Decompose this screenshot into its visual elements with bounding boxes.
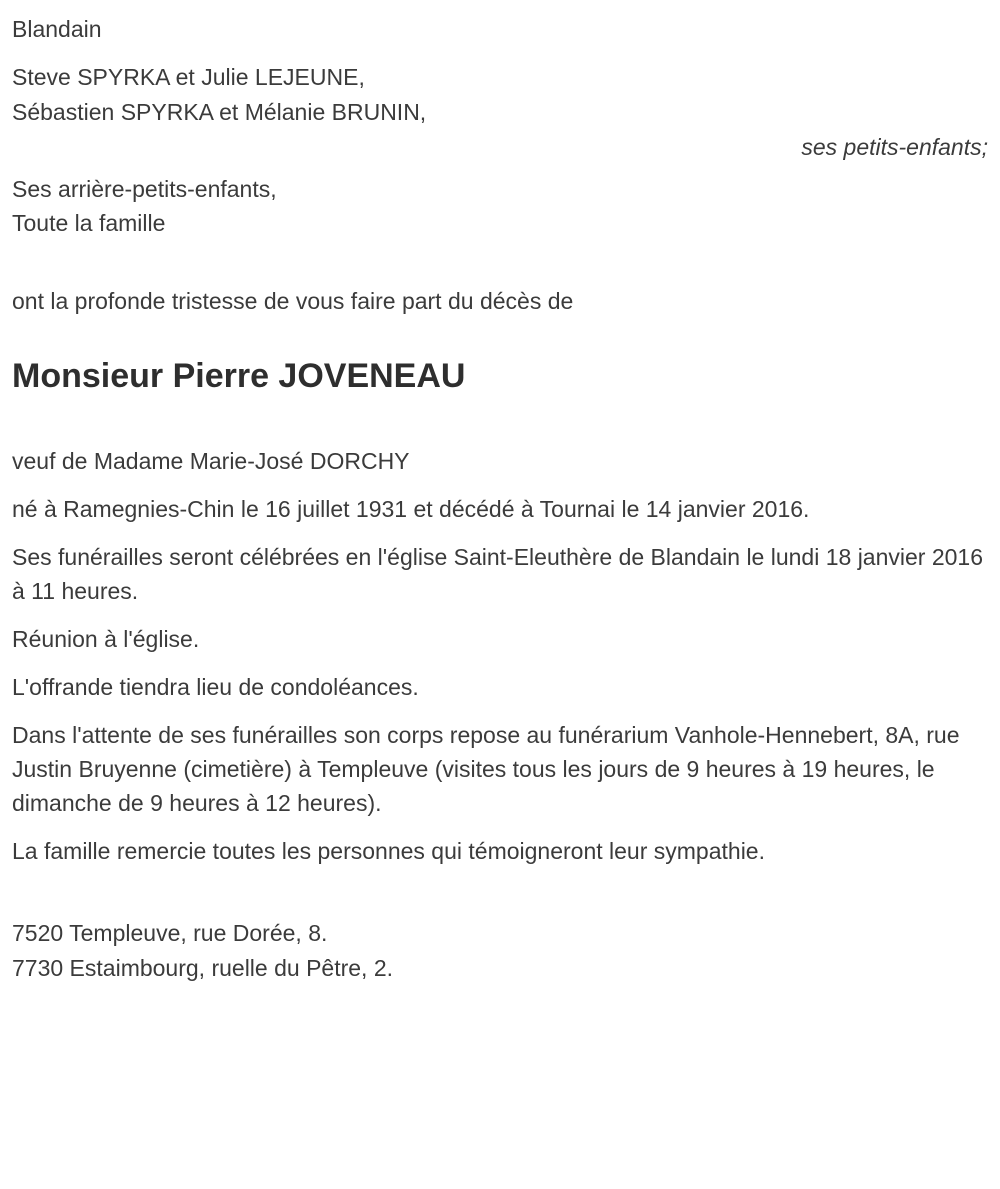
city-line: Blandain: [12, 16, 102, 42]
addresses-block: [12, 916, 990, 986]
family-line: Ses arrière-petits-enfants,: [12, 176, 277, 202]
spouse-line: veuf de Madame Marie-José DORCHY: [12, 448, 410, 474]
relation-label: ses petits-enfants;: [801, 134, 988, 160]
meeting-line: Réunion à l'église.: [12, 626, 200, 652]
repose-paragraph: Dans l'attente de ses funérailles son corps repose au funérarium Vanhole-Hennebert, 8A, rue Justin Bruyenne (cimetière) à Templeuve (visites tous les jours de 9 heures à 19 heures, le dimanche de 9 heures à 12 heures).: [12, 722, 960, 816]
funeral-paragraph: Ses funérailles seront célébrées en l'église Saint-Eleuthère de Blandain le lundi 18 janvier 2016 à 11 heures.: [12, 544, 984, 604]
deceased-name-heading: Monsieur Pierre JOVENEAU: [12, 357, 466, 395]
more-family-block: [12, 172, 990, 240]
address-line: 7520 Templeuve, rue Dorée, 8.: [12, 920, 328, 946]
offering-line: L'offrande tiendra lieu de condoléances.: [12, 674, 419, 700]
family-line: Sébastien SPYRKA et Mélanie BRUNIN,: [12, 99, 427, 125]
thanks-paragraph: La famille remercie toutes les personnes qui témoigneront leur sympathie.: [12, 838, 765, 864]
family-line: Toute la famille: [12, 210, 166, 236]
family-line: Steve SPYRKA et Julie LEJEUNE,: [12, 64, 365, 90]
birth-death-paragraph: né à Ramegnies-Chin le 16 juillet 1931 et décédé à Tournai le 14 janvier 2016.: [12, 496, 810, 522]
address-line: 7730 Estaimbourg, ruelle du Pêtre, 2.: [12, 955, 394, 981]
announcement-line: ont la profonde tristesse de vous faire part du décès de: [12, 288, 574, 314]
family-block: [12, 60, 990, 164]
